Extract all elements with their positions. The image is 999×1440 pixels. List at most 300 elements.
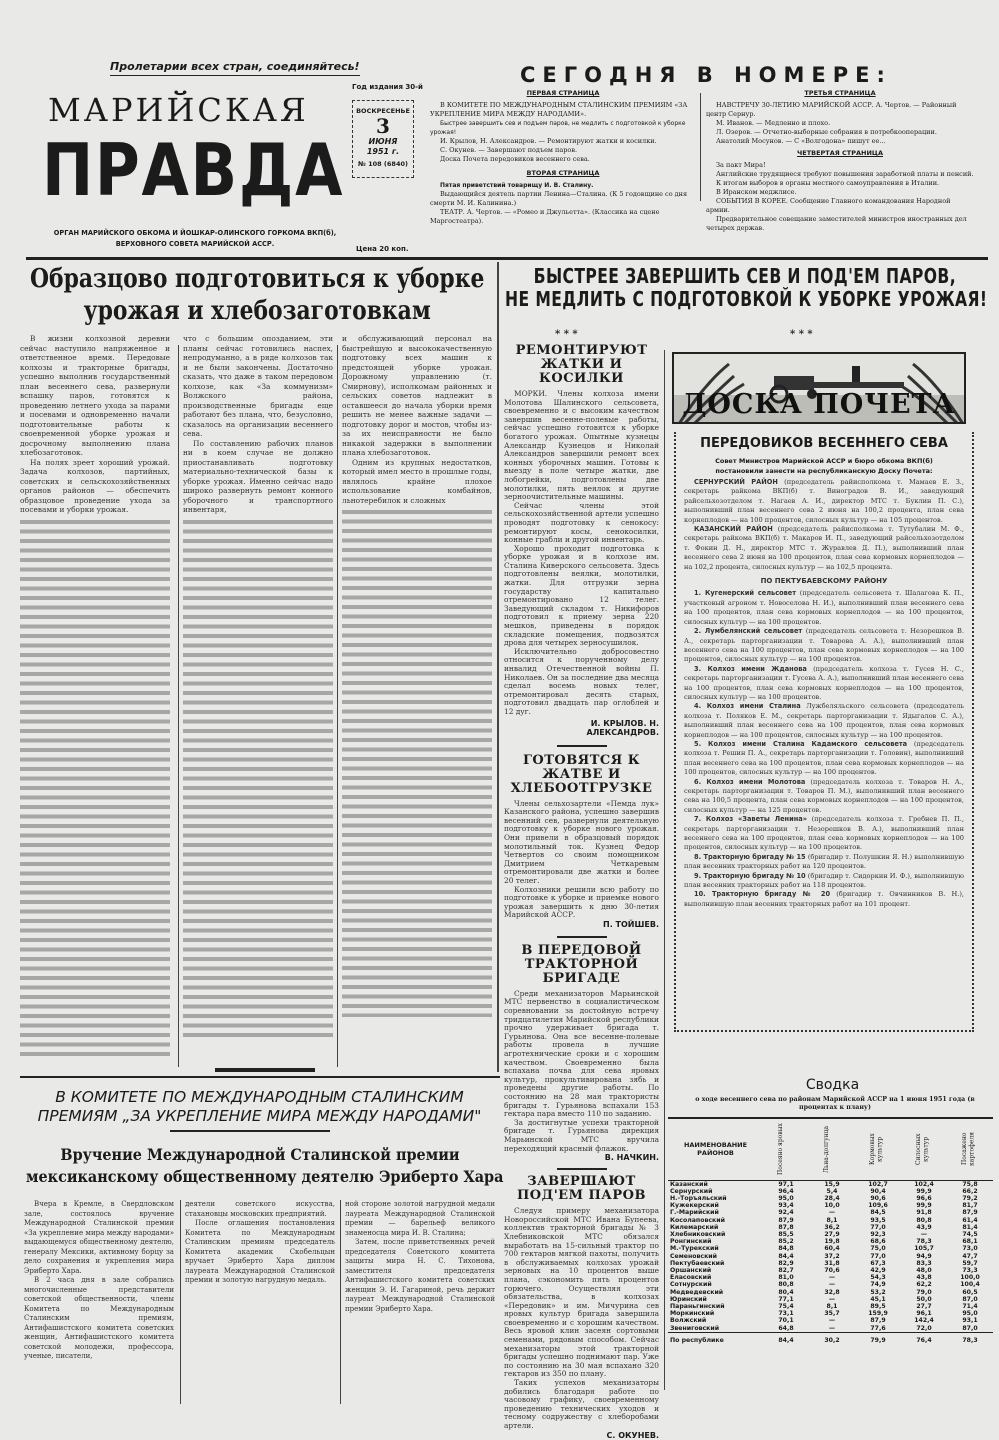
table-cell: 87,9 — [778, 1216, 794, 1224]
month: ИЮНЯ — [368, 137, 398, 146]
article-paragraph: Следуя примеру механизатора Новороссийской МТС Ивана Бупеева, коллектив тракторной бригады № 3 Хлебниковской МТС обязался выработать на 15-сильный трактор по 700 гектаров мягкой пахоты, получить в обслуживаемых колхозах урожай зерновых на 10 процентов выше плана, сэкономить пять процентов горючего. Осуществляя эти обязательства, в колхозах «Передовик» и им. Мичурина сев яровых культур бригада завершила своевременно и с хорошим качеством. Весь яровой клин засеян сортовыми семенами, рядовым способом. Сейчас механизаторы этой тракторной бригады успешно поднимают пар. Уже по состоянию на 30 мая вспахано 320 гектаров из 350 по плану. — [504, 1206, 659, 1379]
column-header-text: Льна-долгунца — [823, 1125, 830, 1173]
table-row — [668, 1217, 993, 1224]
table-cell: 75,8 — [962, 1180, 978, 1188]
table-cell: Пектубаевский — [670, 1259, 725, 1267]
entry-name: 5. Колхоз имени Сталина Кадамского сельсовета — [694, 739, 908, 748]
table-cell: 99,9 — [916, 1187, 932, 1195]
table-cell: 96,6 — [916, 1194, 932, 1202]
honor-entry — [684, 525, 964, 572]
table-cell: 75,4 — [778, 1302, 794, 1310]
table-row — [668, 1224, 993, 1231]
column-header — [809, 1118, 855, 1180]
table-cell: М.-Турекский — [670, 1245, 719, 1253]
page2-item[interactable]: Выдающийся деятель партии Ленина—Сталина. (К 5 годовщине со дня смерти М. И. Калинина.) — [430, 190, 688, 207]
table-cell: 87,9 — [870, 1317, 886, 1325]
table-cell: 92,3 — [870, 1230, 886, 1238]
table-cell: Казанский — [670, 1180, 708, 1188]
prize-paragraph: деятели советского искусства, стахановцы московских предприятий. — [185, 1200, 335, 1218]
table-cell: 94,9 — [916, 1252, 932, 1260]
table-cell: 84,8 — [778, 1245, 794, 1253]
table-cell: 8,1 — [826, 1302, 838, 1310]
table-total-cell: 84,4 — [778, 1336, 794, 1344]
table-cell: 48,0 — [916, 1266, 932, 1274]
editorial-col2 — [183, 334, 333, 1069]
table-cell: Килемарский — [670, 1223, 719, 1231]
table-cell: 42,9 — [870, 1266, 886, 1274]
table-cell: 95,0 — [778, 1194, 794, 1202]
honor-entry — [684, 853, 964, 872]
table-cell: Еласовский — [670, 1274, 712, 1282]
entry-name: 1. Кугенерский сельсовет — [694, 589, 797, 598]
table-cell: 43,9 — [916, 1223, 932, 1231]
table-row — [668, 1260, 993, 1267]
table-cell: 79,2 — [962, 1194, 978, 1202]
table-cell: 100,4 — [960, 1281, 980, 1289]
table-cell: Юринский — [670, 1295, 707, 1303]
contents-left — [430, 89, 696, 226]
banner-line-1: БЫСТРЕЕ ЗАВЕРШИТЬ СЕВ И ПОД'ЕМ ПАРОВ, — [533, 264, 957, 288]
honor-entry — [684, 702, 964, 740]
table-cell: 61,4 — [962, 1216, 978, 1224]
honor-entry — [684, 815, 964, 853]
prize-paragraph: В 2 часа дня в зале собрались многочисленные представители советской общественности, члены Комитета по Международным Сталинским премиям, Антифашистского комитета советских женщин, Антифашистского комитета советской молодежи, профессора, ученые, писатели, — [24, 1276, 174, 1360]
entry-text: (председатель райисполкома т. Мамаев Е. З., секретарь райкома ВКП(б) т. Виноградов В. И., заведующий райсельхозотделом т. Нагаев А. И., директор МТС т. Буклин П. С.), выполнивший план весеннего сева 2 июня на 100,2 процента, план сева корнеплодов — на 100 процентов, силосных культур — на 105 процентов. — [684, 478, 964, 524]
table-cell: 72,0 — [916, 1324, 932, 1332]
column-header — [763, 1118, 809, 1180]
table-cell: 47,7 — [962, 1252, 978, 1260]
table-cell: 8,1 — [826, 1216, 838, 1224]
honor-entry — [684, 627, 964, 665]
page3-item[interactable]: НАВСТРЕЧУ 30-ЛЕТИЮ МАРИЙСКОЙ АССР. А. Чертов. — Районный центр Сернур. — [706, 101, 957, 118]
table-cell: — — [920, 1230, 928, 1238]
table-cell: 45,1 — [870, 1295, 886, 1303]
article-paragraph: Хорошо проходит подготовка к уборке урожая и в колхозе им. Сталина Киверского сельсовета. Здесь подготовлены веялки, молотилки, жатки. Для отгрузки зерна государству капитально отремонтировано 12 телег. Заведующий складом т. Никифоров подготовил к приему зерна 220 мешков, приведены в порядок складские помещения, подвозятся дрова для четырех зерносушилок. — [504, 543, 659, 648]
contents-right — [706, 89, 974, 233]
entry-name: 3. Колхоз имени Жданова — [694, 664, 807, 673]
table-cell: 32,8 — [824, 1288, 840, 1296]
kicker-line: В КОМИТЕТЕ ПО МЕЖДУНАРОДНЫМ СТАЛИНСКИМ — [55, 1088, 464, 1106]
honor-entry — [684, 665, 964, 703]
contents-title: СЕГОДНЯ В НОМЕРЕ: — [520, 63, 892, 87]
table-cell: 85,2 — [778, 1238, 794, 1246]
table-cell: 43,8 — [916, 1274, 932, 1282]
prize-paragraph: Затем, после приветственных речей председателя Советского комитета защиты мира Н. С. Тихонова, заместителя председателя Антифашистского комитета советских женщин Э. И. Гагариной, речь держит лауреат Международной Сталинской премии Эриберто Хара. — [345, 1238, 495, 1313]
table-row — [668, 1296, 993, 1303]
stars-divider: * * * — [790, 329, 813, 340]
honor-board-title: ДОСКА ПОЧЕТА — [682, 389, 956, 420]
table-row — [668, 1289, 993, 1296]
prize-col3 — [345, 1200, 495, 1314]
entry-name: 10. Тракторную бригаду № 20 — [694, 890, 831, 899]
table-row — [668, 1317, 993, 1324]
honor-entry — [684, 740, 964, 778]
page4-item[interactable]: К итогам выборов в органы местного самоуправления в Италии. — [716, 179, 940, 187]
editorial-headline: Образцово подготовиться к уборке урожая и хлебозаготовкам — [30, 264, 485, 326]
table-cell: 79,0 — [916, 1288, 932, 1296]
article-separator — [557, 1168, 607, 1170]
district-heading: ПО ПЕКТУБАЕВСКОМУ РАЙОНУ — [760, 577, 888, 586]
article-headline: РЕМОНТИРУЮТ ЖАТКИ И КОСИЛКИ — [515, 343, 648, 386]
table-cell: 102,4 — [914, 1180, 934, 1188]
table-cell: 93,5 — [870, 1216, 886, 1224]
table-cell: Косолаповский — [670, 1216, 725, 1224]
page4-item[interactable]: За пакт Мира! — [716, 161, 766, 169]
table-cell: 28,4 — [824, 1194, 840, 1202]
date-box — [352, 100, 414, 178]
table-cell: 64,8 — [778, 1324, 794, 1332]
price: Цена 20 коп. — [356, 245, 409, 253]
table-total-cell: 76,4 — [916, 1336, 932, 1344]
table-cell: 67,3 — [870, 1259, 886, 1267]
article-repair — [504, 344, 659, 1440]
table-cell: 10,0 — [824, 1202, 840, 1210]
page4-item[interactable]: Предварительное совещание заместителей министров иностранных дел четырех держав. — [706, 215, 967, 232]
table-cell: — — [828, 1295, 836, 1303]
year-of-publication: Год издания 30-й — [352, 83, 423, 91]
table-cell: 159,9 — [868, 1310, 888, 1318]
page2-label: ВТОРАЯ СТРАНИЦА — [526, 169, 600, 177]
table-cell: Волжский — [670, 1317, 707, 1325]
article-signature: С. ОКУНЕВ. — [606, 1430, 659, 1440]
table-cell: 80,4 — [778, 1288, 794, 1296]
entry-name: 7. Колхоз «Заветы Ленина» — [694, 815, 807, 824]
editorial-paragraph: На полях зреет хороший урожай. Задача колхозов, партийных, советских и сельскохозяйственных органов районов — обеспечить образцовое проведение ухода за посевами и уборки урожая. — [20, 457, 170, 514]
table-cell: 93,4 — [778, 1202, 794, 1210]
table-cell: 87,0 — [962, 1324, 978, 1332]
entry-name: 2. Лумбелянский сельсовет — [694, 627, 803, 636]
article-paragraph: Члены сельхозартели «Пемда лук» Казанского района, успешно завершив весенний сев, развернули деятельную подготовку к уборке нового урожая. Они привели в образцовый порядок молотильный ток. Кузнец Федор Четвертов со своим помощником Дмитрием Четкаревым отремонтировали две жатки и более 20 телег. — [504, 798, 659, 885]
table-cell: 68,1 — [962, 1238, 978, 1246]
page1-item[interactable]: В КОМИТЕТЕ ПО МЕЖДУНАРОДНЫМ СТАЛИНСКИМ ПРЕМИЯМ «ЗА УКРЕПЛЕНИЕ МИРА МЕЖДУ НАРОДАМИ». — [430, 101, 688, 118]
table-cell: 66,2 — [962, 1187, 978, 1195]
editorial-col3 — [342, 334, 492, 1069]
page2-item[interactable]: ТЕАТР. А. Чертов. — «Ромео и Джульетта». (Классика на сцене Маргостеатра). — [430, 208, 660, 225]
editorial-text-continued — [342, 507, 492, 1017]
table-cell: 96,1 — [916, 1310, 932, 1318]
entry-name: 9. Тракторную бригаду № 10 — [694, 871, 806, 880]
table-cell: 96,4 — [778, 1187, 794, 1195]
page1-label: ПЕРВАЯ СТРАНИЦА — [526, 89, 600, 97]
table-cell: Хлебниковский — [670, 1230, 726, 1238]
table-row — [668, 1231, 993, 1238]
table-cell: 81,4 — [962, 1223, 978, 1231]
table-total-row — [668, 1332, 993, 1348]
table-cell: 85,5 — [778, 1230, 794, 1238]
banner-headline — [505, 264, 988, 311]
prize-paragraph: ной стороне золотой нагрудной медали лауреата Международной Сталинской премии — барельеф великого знаменосца мира И. В. Сталина; — [345, 1200, 495, 1237]
article-paragraph: Сейчас члены этой сельскохозяйственной артели успешно проводят подготовку к сенокосу: ремонтируют косы, сенокосилки, конные грабли и другой инвентарь. — [504, 500, 659, 545]
table-cell: 35,7 — [824, 1310, 840, 1318]
article-signature: П. ТОЙШЕВ. — [603, 919, 659, 929]
page1-item[interactable]: И. Крылов, Н. Александров. — Ремонтируют жатки и косилки. — [440, 137, 657, 145]
table-cell: 68,6 — [870, 1238, 886, 1246]
table-cell: Ронгинский — [670, 1238, 712, 1246]
table-cell: Кужекерский — [670, 1202, 719, 1210]
motto: Пролетарии всех стран, соединяйтесь! — [110, 60, 360, 76]
summary-table — [668, 1117, 993, 1348]
editorial-paragraph: что с большим опозданием, эти планы сейчас готовились наспех, непродуманно, а в ряде колхозов так и не были закончены. Достаточно сказать, что даже в таком передовом колхозе, как «За коммунизм» Волжского района, производственные бригады еще работают без плана, что, безусловно, сказалось на организации весеннего сева. — [183, 334, 333, 438]
article-paragraph: МОРКИ. Члены колхоза имени Молотова Шалинского сельсовета, своевременно и с высоким качеством завершив весенне-полевые работы, сейчас успешно готовятся к уборке богатого урожая. Опытные кузнецы Александр Кузнецов и Николай Александров завершили ремонт всех конных уборочных машин. Готовы к выезду в поле четыре жатки, две лобогрейки, подготовлены две молотилки, пять веялок и другие зерноочистительные машины. — [504, 389, 659, 502]
table-row — [668, 1188, 993, 1195]
table-cell: 74,9 — [870, 1281, 886, 1289]
table-cell: 102,7 — [868, 1180, 888, 1188]
table-cell: — — [828, 1281, 836, 1289]
prize-kicker — [22, 1088, 497, 1126]
table-cell: 27,9 — [824, 1230, 840, 1238]
page3-item[interactable]: Л. Озеров. — Отчетно-выборные собрания в потребкооперации. — [716, 128, 937, 136]
organ-line-1: ОРГАН МАРИЙСКОГО ОБКОМА И ЙОШКАР-ОЛИНСКОГО ГОРКОМА ВКП(б), — [53, 229, 337, 237]
table-cell: Медведевский — [670, 1288, 724, 1296]
table-cell: 50,0 — [916, 1295, 932, 1303]
table-cell: 89,5 — [870, 1302, 886, 1310]
table-cell: — — [828, 1324, 836, 1332]
column-divider — [337, 345, 338, 1067]
table-cell: 60,5 — [962, 1288, 978, 1296]
honor-entry — [684, 478, 964, 525]
table-cell: 84,4 — [778, 1252, 794, 1260]
entry-text: Лужбеляльского сельсовета (председатель колхоза т. Поляков Е. М., секретарь парторганизации т. Ядыгалов С. А.), выполнивший план весеннего сева на 100 процентов, план сева кормовых корнеплодов — на 100 процентов, силосных культур — на 100 процентов. — [684, 702, 964, 739]
headline-line: мексиканскому общественному деятелю Эриберто Хара — [26, 1167, 504, 1186]
kicker-line: ПРЕМИЯМ „ЗА УКРЕПЛЕНИЕ МИРА МЕЖДУ НАРОДАМИ" — [37, 1107, 482, 1125]
newspaper-title-line2: ПРАВДА — [42, 128, 345, 212]
table-cell: Сотнурский — [670, 1281, 712, 1289]
table-cell: 77,1 — [778, 1295, 794, 1303]
table-cell: — — [828, 1209, 836, 1217]
table-cell: 75,0 — [870, 1245, 886, 1253]
honor-entry — [684, 872, 964, 891]
prize-col2 — [185, 1200, 335, 1286]
page1-item[interactable]: Доска Почета передовиков весеннего сева. — [440, 155, 590, 163]
table-cell: 109,6 — [868, 1202, 888, 1210]
column-header-text: Посеяно яровых — [777, 1123, 784, 1176]
column-divider — [180, 1200, 181, 1404]
table-cell: 87,9 — [962, 1209, 978, 1217]
article-headline: ГОТОВЯТСЯ К ЖАТВЕ И ХЛЕБООТГРУЗКЕ — [510, 752, 653, 796]
honor-entry — [684, 589, 964, 627]
table-cell: 74,5 — [962, 1230, 978, 1238]
page4-label: ЧЕТВЕРТАЯ СТРАНИЦА — [797, 149, 883, 157]
table-cell: 82,7 — [778, 1266, 794, 1274]
table-total-cell: 78,3 — [962, 1336, 978, 1344]
table-cell: 36,2 — [824, 1223, 840, 1231]
table-row — [668, 1267, 993, 1274]
editorial-right-border — [497, 262, 499, 1072]
organ-line-2: ВЕРХОВНОГО СОВЕТА МАРИЙСКОЙ АССР. — [115, 240, 275, 248]
summary-subtitle: о ходе весеннего сева по районам Марийской АССР на 1 июня 1951 года (в процентах к плану) — [695, 1096, 975, 1111]
table-cell: 19,8 — [824, 1238, 840, 1246]
entry-text: (бригадир т. Полушкин Я. Н.) выполнившую план весенних тракторных работ на 120 процентов. — [684, 852, 964, 871]
table-cell: Моркинский — [670, 1310, 715, 1318]
table-cell: Сернурский — [670, 1187, 713, 1195]
page2-item[interactable]: Пятая приветствий товарищу И. В. Сталину. — [440, 182, 594, 189]
table-cell: 95,0 — [962, 1310, 978, 1318]
entry-text: (председатель колхоза т. Решин П. А., секретарь парторганизации т. Головин), выполнивший план весеннего сева на 100 процентов, план сева кормовых корнеплодов — на 100 процентов, силосных культур — на 100 процентов. — [684, 739, 964, 777]
table-cell: 77,6 — [870, 1324, 886, 1332]
table-cell: — — [828, 1274, 836, 1282]
table-cell: 53,2 — [870, 1288, 886, 1296]
editorial-paragraph: По составлению рабочих планов ни в коем случае не должно приостанавливать подготовку материально-технической базы к уборке урожая. Именно сейчас надо широко развернуть ремонт конного уборочного и транспортного инвентаря, — [183, 438, 333, 514]
editorial-paragraph: Одним из крупных недостатков, который имел место в прошлые годы, являлось крайне плохое использование комбайнов, льнотеребилок и сложных — [342, 457, 492, 505]
table-cell: 105,7 — [914, 1245, 934, 1253]
table-cell: 62,2 — [916, 1281, 932, 1289]
article-paragraph: Среди механизаторов Марьинской МТС первенство в социалистическом соревновании за достойную встречу тридцатилетия Марийской республики прочно удерживает бригада т. Гурьянова. Она все весенне-полевые работы провела в лучшие агротехнические сроки и с хорошим качеством. Своевременно была вспахана почва для сева яровых культур, прокультивирована зябь и проведены другие работы. По состоянию на 28 мая трактористы бригады т. Гурьянова вспахали 153 гектара пара вместо 110 по заданию. — [504, 988, 659, 1119]
table-cell: 87,0 — [962, 1295, 978, 1303]
column-header: НАИМЕНОВАНИЕ РАЙОНОВ — [683, 1141, 748, 1158]
table-cell: Оршанский — [670, 1266, 712, 1274]
column-header — [855, 1118, 901, 1180]
table-cell: 71,4 — [962, 1302, 978, 1310]
honor-board-subtitle: ПЕРЕДОВИКОВ ВЕСЕННЕГО СЕВА — [700, 436, 948, 451]
table-cell: 90,4 — [870, 1187, 886, 1195]
entry-text: (председатель сельсовета т. Незорешков В. А., секретарь парторганизации т. Товарова А. А.), выполнивший план весеннего сева на 100 процентов, план сева кормовых корнеплодов — на 100 процентов, силосных культур — на 100 процентов. — [684, 627, 965, 664]
article-paragraph: Таких успехов механизаторы добились благодаря работе по часовому графику, своевременному проведению технических уходов и тесному содружеству с хлеборобами артели. — [504, 1378, 659, 1430]
intro-line: Совет Министров Марийской АССР и бюро обкома ВКП(б) — [715, 457, 933, 465]
table-cell: 97,1 — [778, 1180, 794, 1188]
newspaper-title-line1: МАРИЙСКАЯ — [48, 91, 309, 129]
column-divider — [340, 1200, 341, 1404]
page4-item[interactable]: В Иранском меджлисе. — [716, 188, 797, 196]
table-total-cell: 30,2 — [824, 1336, 840, 1344]
column-divider — [178, 345, 179, 1067]
table-header-row — [668, 1118, 993, 1180]
entry-text: (бригадир т. Овчинников В. Н.), выполнившую план весенних тракторных работ на 101 процент. — [684, 890, 964, 908]
entry-text: (председатель колхоза т. Товаров Н. А., секретарь парторганизации т. Товаров П. М.), выполнивший план весеннего сева на 100,5 процента, план сева кормовых корнеплодов — на 100 процентов, силосных культур — на 125 процентов. — [684, 777, 964, 814]
entry-text: (председатель колхоза т. Гребнев П. П., секретарь парторганизации т. Незорешков В. А.), выполнивший план весеннего сева на 100 процентов, план сева кормовых корнеплодов — на 100 процентов, силосных культур — на 100 процентов. — [684, 815, 964, 852]
table-cell: 142,4 — [914, 1317, 934, 1325]
editorial-paragraph: В жизни колхозной деревни сейчас наступило напряженное и ответственное время. Передовые колхозы и тракторные бригады, успешно выполнив государственный план весеннего сева, развернули вспашку паров, готовятся к проведению летнего ухода за парами и посевами и одновременно начали подготовительные работы к своевременной уборке урожая и досрочному выполнению плана хлебозаготовок. — [20, 334, 170, 457]
table-cell: 31,8 — [824, 1259, 840, 1267]
table-cell: 91,8 — [916, 1209, 932, 1217]
column-header-text: Кормовых культур — [869, 1133, 884, 1166]
table-cell: 81,7 — [962, 1202, 978, 1210]
table-cell: 70,1 — [778, 1317, 794, 1325]
article-paragraph: Колхозники решили всю работу по подготовке к уборке и приемке нового урожая завершить к дню 30-летия Марийской АССР. — [504, 884, 659, 920]
issue-number: № 108 (6840) — [358, 160, 408, 168]
table-cell: 93,1 — [962, 1317, 978, 1325]
article-separator — [557, 745, 607, 747]
table-row — [668, 1209, 993, 1216]
headline-line: Вручение Международной Сталинской премии — [60, 1145, 460, 1164]
prize-col1 — [24, 1200, 174, 1362]
editorial-text-continued — [183, 517, 333, 1037]
column-divider — [664, 350, 665, 1390]
page1-item[interactable]: Быстрее завершить сев и подъем паров, не медлить с подготовкой к уборке урожая! — [430, 120, 686, 136]
table-cell: 83,3 — [916, 1259, 932, 1267]
article-signature: И. КРЫЛОВ. Н. АЛЕКСАНДРОВ. — [586, 718, 659, 737]
honor-board — [674, 432, 974, 1032]
table-cell: 84,5 — [870, 1209, 886, 1217]
table-cell: Семеновский — [670, 1252, 717, 1260]
table-row — [668, 1310, 993, 1317]
date-year: 1951 г. — [366, 147, 400, 156]
honor-board-banner — [672, 352, 966, 424]
table-cell: Г.-Марийский — [670, 1209, 719, 1217]
article-paragraph: Исключительно добросовестно относится к порученному делу инвалид Отечественной войны П. Николаев. Он за последние два месяца сделал восемь новых телег, отремонтировал десять старых, подготовил двадцать пар оглоблей и 12 дуг. — [504, 646, 659, 716]
entry-name: КАЗАНСКИЙ РАЙОН — [694, 525, 773, 534]
prize-paragraph: Вчера в Кремле, в Свердловском зале, состоялось вручение Международной Сталинской премии «За укрепление мира между народами» выдающемуся общественному деятелю, генералу Мексики, активному борцу за дело сохранения и укрепления мира Эриберто Хара. — [24, 1200, 174, 1275]
editorial-end-rule — [215, 1068, 315, 1072]
table-cell: 37,2 — [824, 1252, 840, 1260]
weekday: ВОСКРЕСЕНЬЕ — [356, 107, 410, 115]
stars-divider: * * * — [555, 329, 578, 340]
table-cell: 73,0 — [962, 1245, 978, 1253]
table-total-cell: По республике — [670, 1336, 724, 1344]
table-cell: 60,4 — [824, 1245, 840, 1253]
table-cell: 80,8 — [916, 1216, 932, 1224]
honor-entry — [684, 890, 964, 909]
table-row — [668, 1245, 993, 1252]
page3-item[interactable]: Анатолий Мосунов. — С «Волгодона» пишут ее... — [716, 137, 886, 145]
table-cell: 99,9 — [916, 1202, 932, 1210]
page3-label: ТРЕТЬЯ СТРАНИЦА — [804, 89, 876, 97]
table-row — [668, 1253, 993, 1260]
article-headline: ЗАВЕРШАЮТ ПОД'ЕМ ПАРОВ — [517, 1174, 646, 1204]
table-cell: 78,3 — [916, 1238, 932, 1246]
prize-headline — [26, 1144, 504, 1188]
table-cell: 82,9 — [778, 1259, 794, 1267]
table-cell: 77,0 — [870, 1252, 886, 1260]
contents-divider — [700, 93, 701, 201]
table-cell: 73,1 — [778, 1310, 794, 1318]
table-row — [668, 1180, 993, 1188]
column-header-text: Посажено картофеля — [961, 1132, 976, 1167]
entry-name: СЕРНУРСКИЙ РАЙОН — [694, 478, 778, 486]
page4-item[interactable]: Английские трудящиеся требуют повышения заработной платы и пенсий. — [716, 170, 974, 178]
kicker-rule — [170, 1130, 330, 1132]
table-cell: — — [828, 1317, 836, 1325]
table-cell: 100,0 — [960, 1274, 980, 1282]
table-cell: 5,4 — [826, 1187, 838, 1195]
table-cell: 87,8 — [778, 1223, 794, 1231]
table-cell: 73,3 — [962, 1266, 978, 1274]
entry-name: 8. Тракторную бригаду № 15 — [694, 852, 806, 861]
table-cell: Параньгинский — [670, 1302, 725, 1310]
table-row — [668, 1274, 993, 1281]
table-cell: Звениговский — [670, 1324, 720, 1332]
table-cell: 70,6 — [824, 1266, 840, 1274]
table-row — [668, 1325, 993, 1333]
table-cell: 92,4 — [778, 1209, 794, 1217]
table-cell: 54,3 — [870, 1274, 886, 1282]
masthead-rule — [26, 257, 988, 260]
organ-line — [50, 228, 340, 250]
entry-text: (бригадир т. Сидоркин И. Ф.), выполнившую план весенних тракторных работ на 118 процентов. — [684, 871, 964, 890]
day: 3 — [376, 114, 390, 138]
editorial-paragraph: и обслуживающий персонал на быстрейшую и высококачественную подготовку всех машин к предстоящей уборке урожая. Дорожному управлению (т. Смирнову), исполкомам районных и сельских советов надлежит в оставшееся до начала уборки время решить не менее важные задачи — подготовку дорог и мостов, чтобы из-за их неисправности не было никакой задержки в выполнении плана хлебозаготовок. — [342, 334, 492, 457]
entry-name: 4. Колхоз имени Сталина — [694, 702, 801, 711]
page1-item[interactable]: С. Окунев. — Завершают подъем паров. — [440, 146, 578, 154]
intro-line: постановили занести на республиканскую Доску Почета: — [715, 467, 933, 475]
article-signature: В. НАЧКИН. — [604, 1153, 659, 1163]
page3-item[interactable]: М. Иванов. — Медленно и плохо. — [716, 119, 831, 127]
page4-item[interactable]: СОБЫТИЯ В КОРЕЕ. Сообщение Главного командования Народной армии. — [706, 197, 951, 214]
column-header-text: Силосных культур — [915, 1133, 930, 1166]
entry-text: (председатель райисполкома т. Тутубалин М. Ф., секретарь райкома ВКП(б) т. Макаров И. П., заведующий райсельхозотделом т. Фокин Д. Н., директор МТС т. Журавлев Д. П.), выполнивший план весеннего сева 2 июня на 100 процентов, план сева кормовых корнеплодов — на 102,2 процента, силосных культур — на 102,5 процента. — [684, 525, 964, 571]
editorial-col1 — [20, 334, 170, 1069]
article-headline: В ПЕРЕДОВОЙ ТРАКТОРНОЙ БРИГАДЕ — [521, 942, 642, 986]
column-header — [947, 1118, 993, 1180]
table-cell: 27,7 — [916, 1302, 932, 1310]
table-cell: 81,0 — [778, 1274, 794, 1282]
table-cell: 80,8 — [778, 1281, 794, 1289]
table-total-cell: 79,9 — [870, 1336, 886, 1344]
honor-entry — [684, 778, 964, 816]
entry-name: 6. Колхоз имени Молотова — [694, 777, 806, 786]
table-cell: 90,6 — [870, 1194, 886, 1202]
table-cell: 59,7 — [962, 1259, 978, 1267]
column-header — [901, 1118, 947, 1180]
